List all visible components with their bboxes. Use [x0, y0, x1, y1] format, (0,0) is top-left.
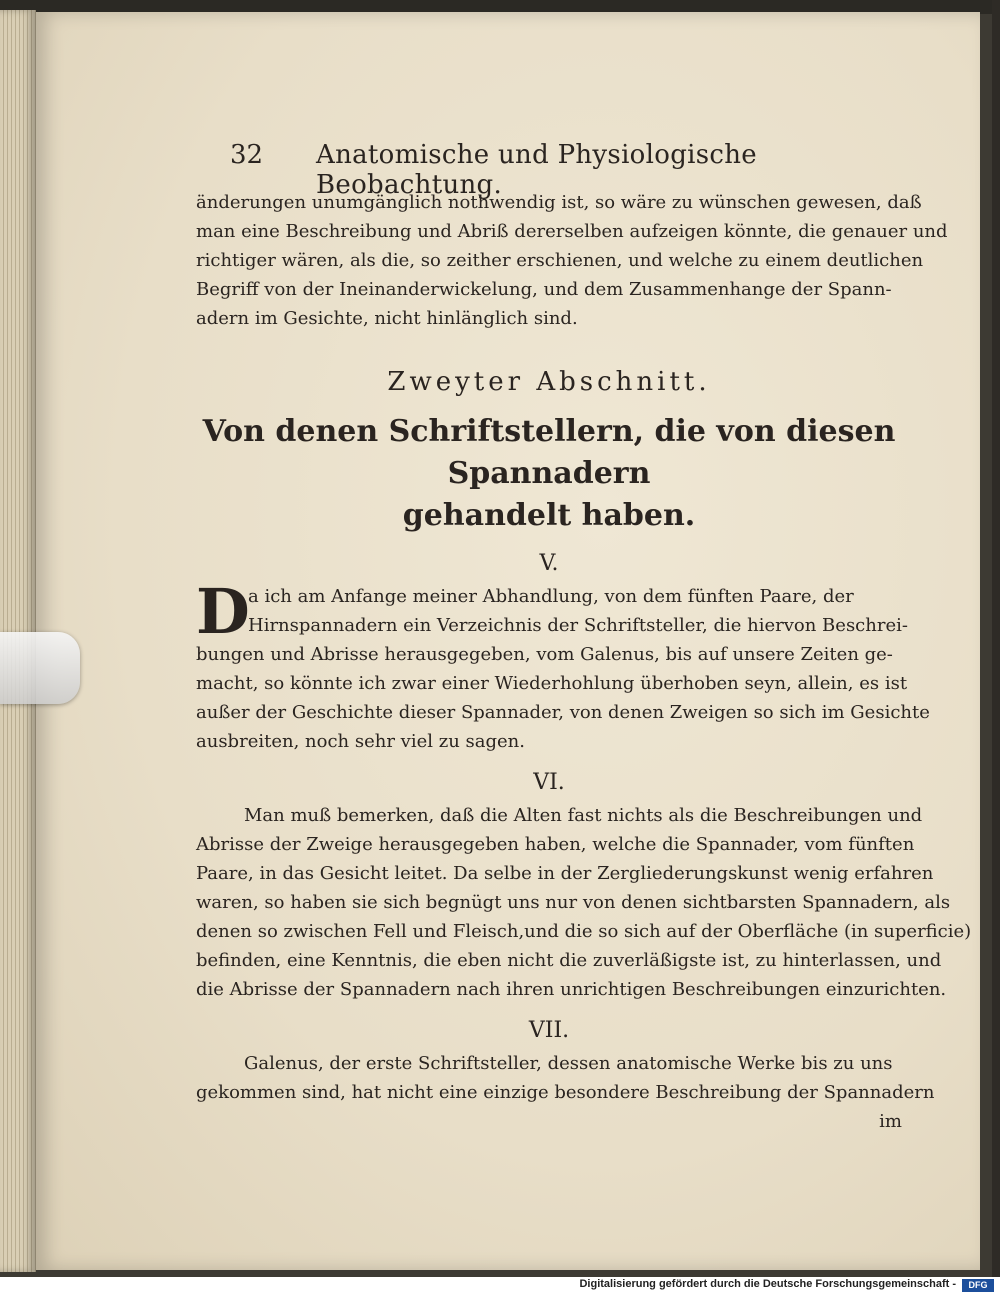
- digitization-credit: Digitalisierung gefördert durch die Deutsche Forschungsgemeinschaft -: [579, 1278, 956, 1290]
- paragraph-v: [196, 575, 930, 756]
- paragraph-vii: [196, 1049, 935, 1132]
- text-line: macht, so könnte ich zwar einer Wiederhohlung überhoben seyn, allein, es ist: [196, 673, 908, 694]
- page-header: [196, 140, 902, 200]
- text-line: gekommen sind, hat nicht eine einzige besondere Beschreibung der Spannadern: [196, 1082, 935, 1103]
- page-number: 32: [230, 140, 264, 170]
- frame-right-edge: [992, 0, 1000, 1277]
- text-line: bungen und Abrisse herausgegeben, vom Galenus, bis auf unsere Zeiten ge-: [196, 644, 893, 665]
- chapter-title-line: Von denen Schriftstellern, die von diesen Spannadern: [202, 414, 896, 491]
- paragraph-number: VII.: [528, 1018, 570, 1043]
- drop-cap: D: [196, 575, 250, 648]
- section-heading: Zweyter Abschnitt.: [387, 367, 711, 397]
- text-line: man eine Beschreibung und Abriß dererselben aufzeigen könnte, die genauer und: [196, 221, 948, 242]
- text-line: waren, so haben sie sich begnügt uns nur von denen sichtbarsten Spannadern, als: [196, 892, 951, 913]
- text-line: ausbreiten, noch sehr viel zu sagen.: [196, 731, 525, 752]
- text-line: denen so zwischen Fell und Fleisch,und die so sich auf der Oberfläche (in superficie): [196, 921, 972, 942]
- text-line: adern im Gesichte, nicht hinlänglich sind.: [196, 308, 578, 329]
- paragraph-vi: [196, 801, 972, 1004]
- running-title: Anatomische und Physiologische Beobachtung.: [316, 140, 757, 200]
- footer-bar: [0, 1277, 1000, 1294]
- chapter-title: [196, 411, 902, 537]
- text-line: richtiger wären, als die, so zeither erschienen, und welche zu einem deutlichen: [196, 250, 924, 271]
- text-line: Hirnspannadern ein Verzeichnis der Schriftsteller, die hiervon Beschrei-: [248, 615, 908, 636]
- text-line: Paare, in das Gesicht leitet. Da selbe in der Zergliederungskunst wenig erfahren: [196, 863, 934, 884]
- paragraph-number: V.: [539, 551, 559, 576]
- text-line: Abrisse der Zweige herausgegeben haben, welche die Spannader, vom fünften: [196, 834, 915, 855]
- text-line: außer der Geschichte dieser Spannader, von denen Zweigen so sich im Gesichte: [196, 702, 930, 723]
- intro-paragraph: [196, 188, 948, 333]
- page-text: [196, 140, 972, 1132]
- text-line: Begriff von der Ineinanderwickelung, und dem Zusammenhange der Spann-: [196, 279, 892, 300]
- dfg-logo: DFG: [962, 1279, 994, 1292]
- text-line: Galenus, der erste Schriftsteller, dessen anatomische Werke bis zu uns: [244, 1053, 893, 1074]
- text-line: änderungen unumgänglich nothwendig ist, so wäre zu wünschen gewesen, daß: [196, 192, 922, 213]
- page-clip: [0, 632, 80, 704]
- text-line: befinden, eine Kenntnis, die eben nicht die zuverläßigste ist, zu hinterlassen, und: [196, 950, 942, 971]
- text-line: die Abrisse der Spannadern nach ihren unrichtigen Beschreibungen einzurichten.: [196, 979, 947, 1000]
- text-line: Man muß bemerken, daß die Alten fast nichts als die Beschreibungen und: [244, 805, 923, 826]
- paragraph-number: VI.: [533, 770, 565, 795]
- catchword: im: [879, 1111, 902, 1132]
- text-line: a ich am Anfange meiner Abhandlung, von dem fünften Paare, der: [248, 586, 854, 607]
- chapter-title-line: gehandelt haben.: [402, 498, 696, 533]
